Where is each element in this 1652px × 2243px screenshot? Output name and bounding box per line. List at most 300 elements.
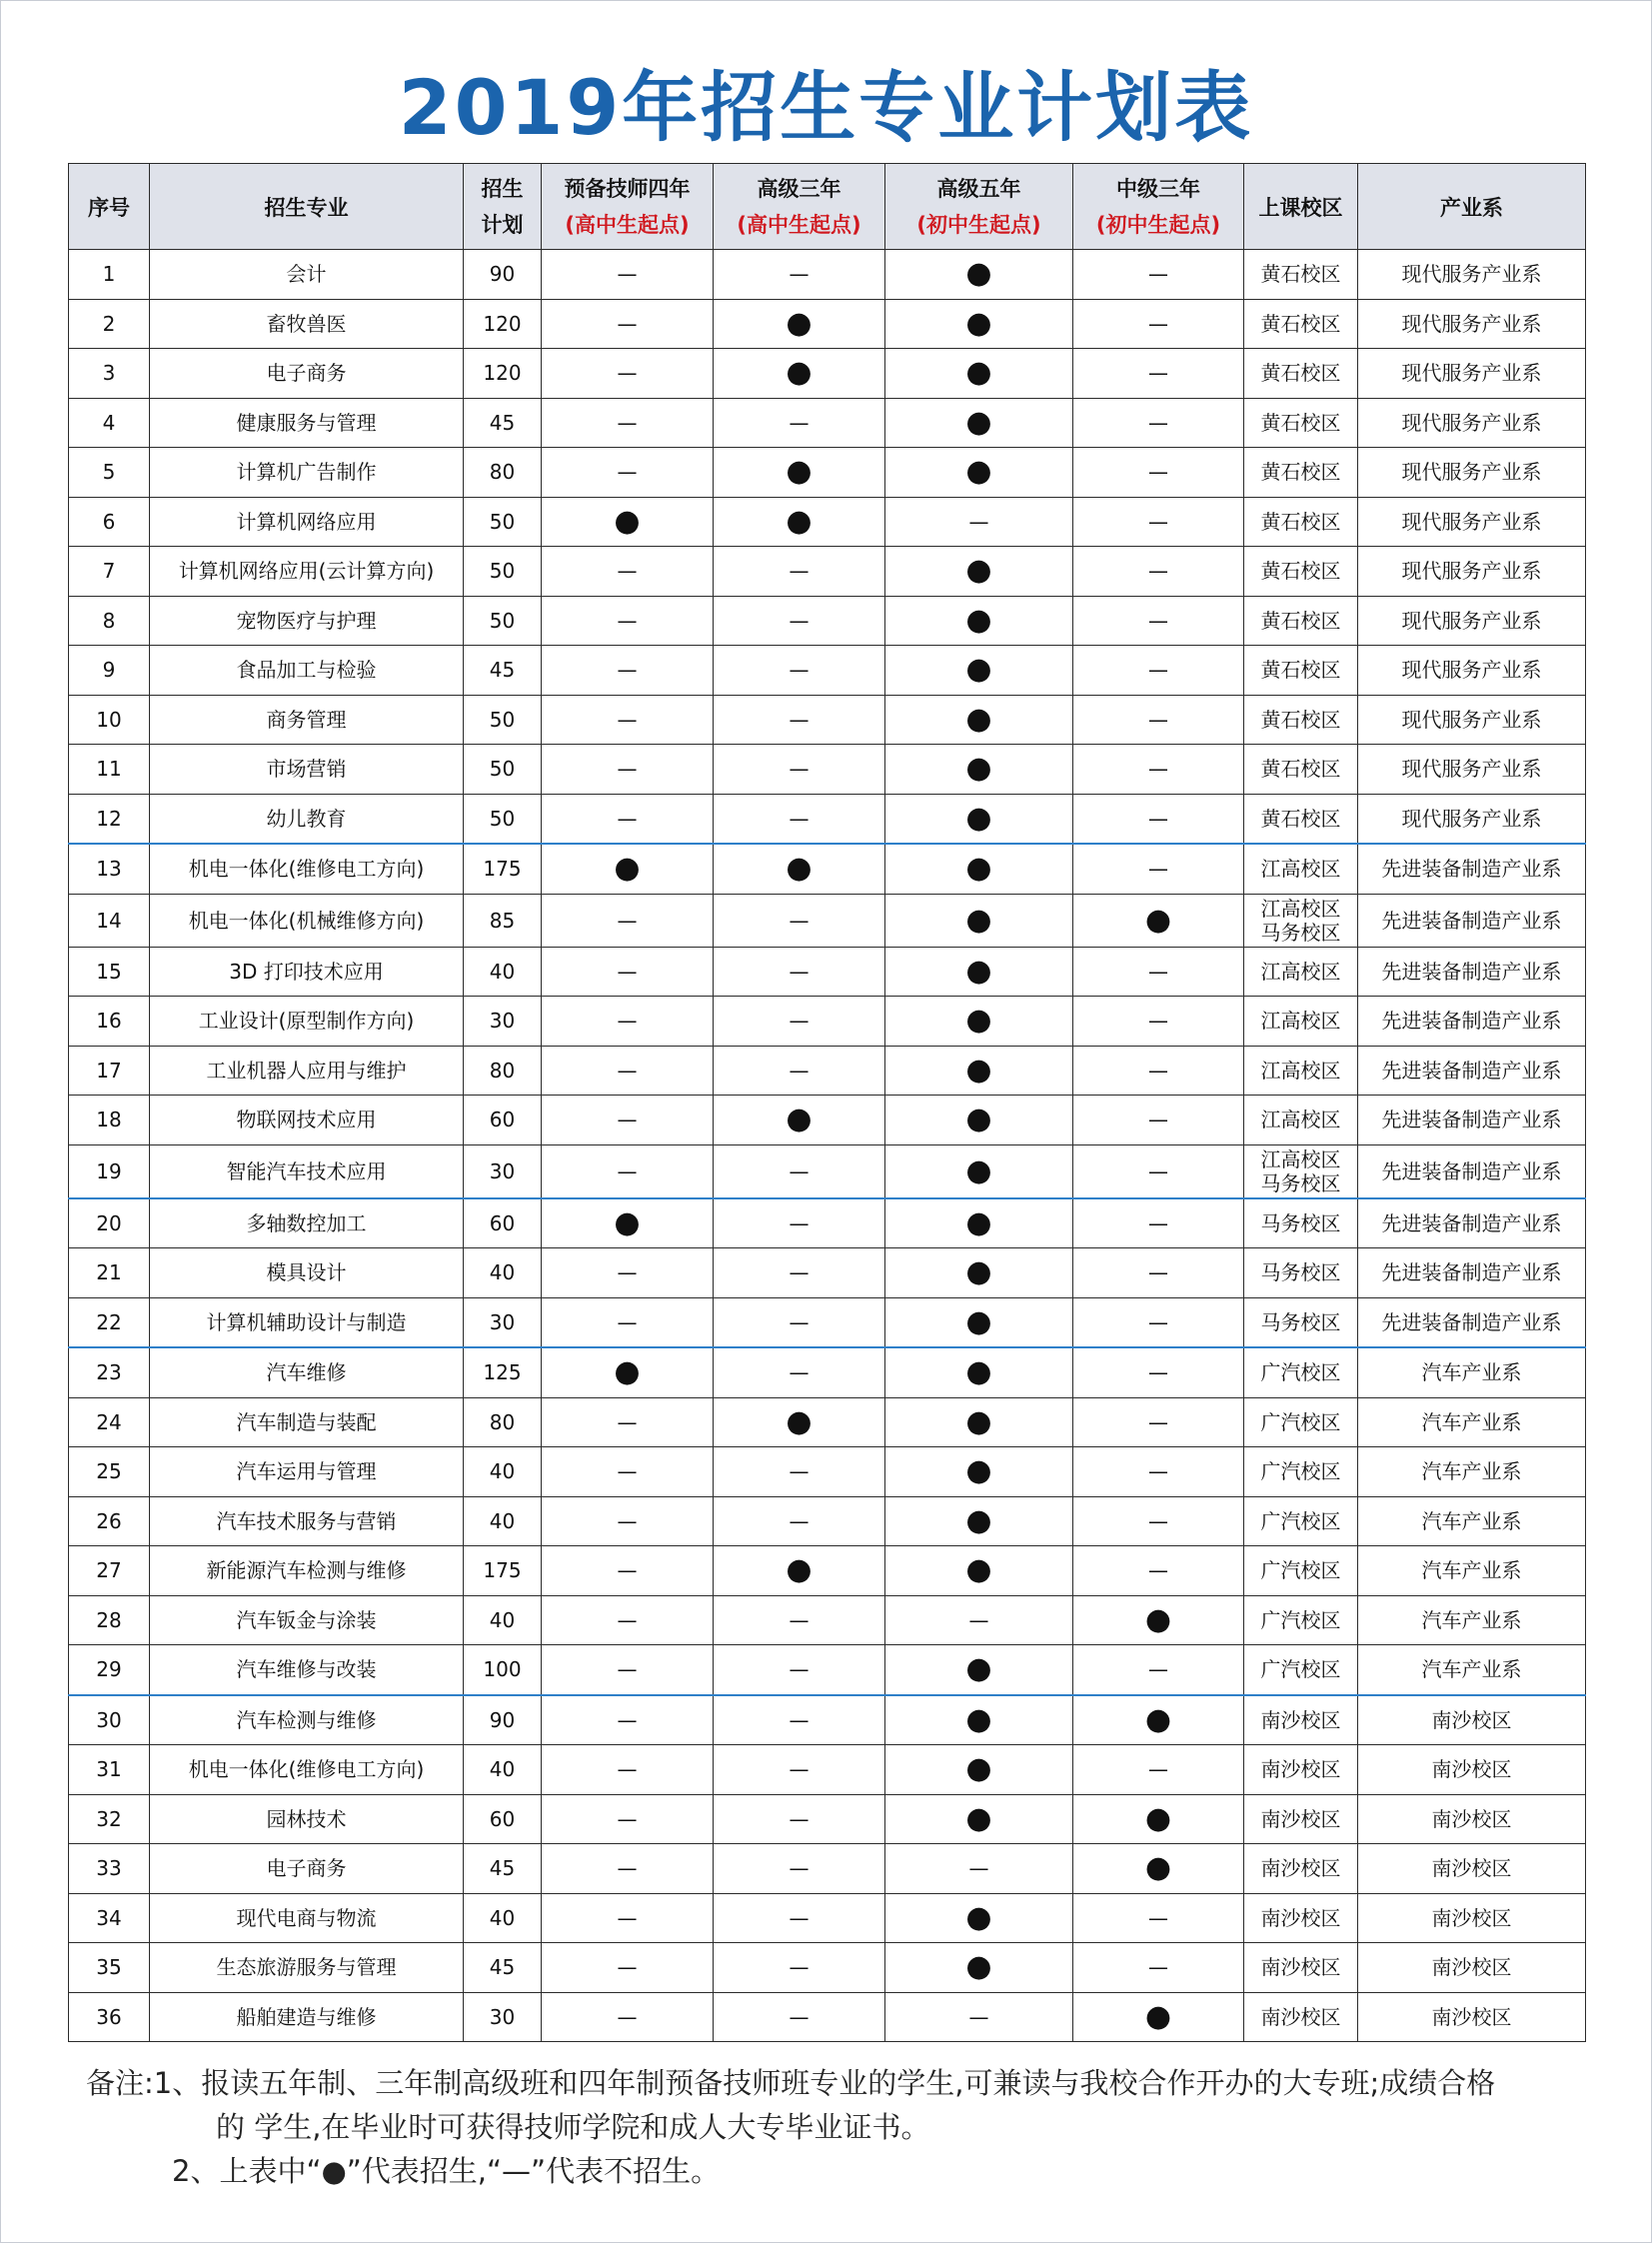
cell-campus bbox=[1244, 1046, 1358, 1096]
cell-department: 先进装备制造产业系 bbox=[1358, 1198, 1586, 1248]
campus-name: 黄石校区 bbox=[1260, 262, 1341, 287]
campus-name: 广汽校区 bbox=[1260, 1459, 1341, 1484]
cell-senior-5yr: ● bbox=[885, 547, 1073, 597]
cell-plan: 60 bbox=[464, 1096, 542, 1145]
cell-senior-3yr: — bbox=[714, 1496, 885, 1546]
table-row bbox=[69, 596, 1586, 646]
cell-campus bbox=[1244, 1745, 1358, 1795]
cell-major: 市场营销 bbox=[150, 745, 464, 795]
cell-major: 汽车检测与维修 bbox=[150, 1695, 464, 1745]
campus-name: 广汽校区 bbox=[1260, 1607, 1341, 1632]
cell-major: 会计 bbox=[150, 250, 464, 300]
cell-plan: 30 bbox=[464, 1992, 542, 2042]
campus-name: 广汽校区 bbox=[1260, 1409, 1341, 1434]
cell-technician-4yr: — bbox=[542, 1695, 714, 1745]
campus-name: 广汽校区 bbox=[1260, 1558, 1341, 1583]
cell-major: 电子商务 bbox=[150, 1844, 464, 1894]
cell-seq: 28 bbox=[69, 1595, 150, 1645]
cell-senior-3yr: — bbox=[714, 1248, 885, 1298]
header-senior-5yr bbox=[885, 164, 1073, 250]
cell-plan: 40 bbox=[464, 1595, 542, 1645]
table-row bbox=[69, 1397, 1586, 1447]
cell-technician-4yr: ● bbox=[542, 497, 714, 547]
cell-technician-4yr: — bbox=[542, 1248, 714, 1298]
cell-seq: 23 bbox=[69, 1347, 150, 1397]
table-row bbox=[69, 1546, 1586, 1596]
cell-senior-5yr: ● bbox=[885, 1347, 1073, 1397]
table-row bbox=[69, 547, 1586, 597]
cell-major: 宠物医疗与护理 bbox=[150, 596, 464, 646]
cell-intermediate-3yr: — bbox=[1073, 947, 1244, 997]
cell-senior-3yr: ● bbox=[714, 349, 885, 399]
cell-major: 汽车制造与装配 bbox=[150, 1397, 464, 1447]
cell-intermediate-3yr: — bbox=[1073, 497, 1244, 547]
cell-intermediate-3yr: — bbox=[1073, 1546, 1244, 1596]
cell-senior-5yr: ● bbox=[885, 349, 1073, 399]
table-row bbox=[69, 1347, 1586, 1397]
cell-technician-4yr: — bbox=[542, 894, 714, 947]
campus-name: 马务校区 bbox=[1260, 1210, 1341, 1235]
cell-plan: 120 bbox=[464, 349, 542, 399]
cell-senior-3yr: — bbox=[714, 1347, 885, 1397]
notes-label: 备注: bbox=[86, 2066, 154, 2100]
cell-senior-5yr: ● bbox=[885, 299, 1073, 349]
cell-plan: 45 bbox=[464, 1943, 542, 1993]
cell-seq: 34 bbox=[69, 1893, 150, 1943]
cell-technician-4yr: — bbox=[542, 1046, 714, 1096]
table-row bbox=[69, 497, 1586, 547]
cell-seq: 7 bbox=[69, 547, 150, 597]
cell-major: 模具设计 bbox=[150, 1248, 464, 1298]
cell-major: 工业机器人应用与维护 bbox=[150, 1046, 464, 1096]
cell-technician-4yr: ● bbox=[542, 1347, 714, 1397]
cell-campus bbox=[1244, 448, 1358, 498]
cell-intermediate-3yr: — bbox=[1073, 250, 1244, 300]
cell-seq: 2 bbox=[69, 299, 150, 349]
cell-technician-4yr: — bbox=[542, 997, 714, 1047]
table-row bbox=[69, 250, 1586, 300]
cell-intermediate-3yr: — bbox=[1073, 547, 1244, 597]
cell-major: 计算机辅助设计与制造 bbox=[150, 1297, 464, 1347]
cell-major: 园林技术 bbox=[150, 1794, 464, 1844]
cell-major: 商务管理 bbox=[150, 695, 464, 745]
cell-intermediate-3yr: ● bbox=[1073, 1844, 1244, 1894]
cell-intermediate-3yr: — bbox=[1073, 1297, 1244, 1347]
header-campus: 上课校区 bbox=[1244, 164, 1358, 250]
cell-plan: 30 bbox=[464, 1144, 542, 1198]
cell-department: 现代服务产业系 bbox=[1358, 448, 1586, 498]
cell-seq: 10 bbox=[69, 695, 150, 745]
cell-campus bbox=[1244, 299, 1358, 349]
cell-senior-5yr: ● bbox=[885, 1546, 1073, 1596]
cell-plan: 30 bbox=[464, 997, 542, 1047]
cell-senior-5yr: ● bbox=[885, 1695, 1073, 1745]
cell-department: 先进装备制造产业系 bbox=[1358, 1144, 1586, 1198]
cell-major: 电子商务 bbox=[150, 349, 464, 399]
campus-name: 黄石校区 bbox=[1260, 361, 1341, 386]
cell-major: 船舶建造与维修 bbox=[150, 1992, 464, 2042]
cell-senior-5yr: ● bbox=[885, 1144, 1073, 1198]
cell-senior-5yr: ● bbox=[885, 1794, 1073, 1844]
table-row bbox=[69, 1794, 1586, 1844]
cell-department: 现代服务产业系 bbox=[1358, 547, 1586, 597]
cell-seq: 15 bbox=[69, 947, 150, 997]
campus-name: 南沙校区 bbox=[1260, 1806, 1341, 1831]
table-row bbox=[69, 398, 1586, 448]
header-plan-line2: 计划 bbox=[481, 212, 524, 237]
campus-name: 黄石校区 bbox=[1260, 608, 1341, 633]
cell-senior-3yr: — bbox=[714, 1595, 885, 1645]
cell-plan: 45 bbox=[464, 1844, 542, 1894]
campus-name: 黄石校区 bbox=[1260, 707, 1341, 732]
cell-intermediate-3yr: — bbox=[1073, 997, 1244, 1047]
cell-campus bbox=[1244, 894, 1358, 947]
cell-department: 汽车产业系 bbox=[1358, 1496, 1586, 1546]
cell-senior-5yr: ● bbox=[885, 596, 1073, 646]
page-title: 2019年招生专业计划表 bbox=[398, 63, 1254, 152]
cell-senior-3yr: — bbox=[714, 1645, 885, 1695]
cell-intermediate-3yr: — bbox=[1073, 448, 1244, 498]
table-row bbox=[69, 1496, 1586, 1546]
cell-department: 汽车产业系 bbox=[1358, 1595, 1586, 1645]
cell-technician-4yr: — bbox=[542, 448, 714, 498]
table-row bbox=[69, 1447, 1586, 1497]
cell-plan: 50 bbox=[464, 497, 542, 547]
cell-major: 幼儿教育 bbox=[150, 794, 464, 844]
campus-name: 马务校区 bbox=[1260, 1260, 1341, 1285]
cell-senior-5yr: ● bbox=[885, 448, 1073, 498]
table-row bbox=[69, 1096, 1586, 1145]
table-row bbox=[69, 1297, 1586, 1347]
cell-campus bbox=[1244, 1794, 1358, 1844]
campus-name: 江高校区 bbox=[1260, 1058, 1341, 1083]
cell-major: 汽车运用与管理 bbox=[150, 1447, 464, 1497]
cell-intermediate-3yr: ● bbox=[1073, 1595, 1244, 1645]
campus-name: 江高校区 bbox=[1260, 959, 1341, 984]
cell-senior-5yr: ● bbox=[885, 695, 1073, 745]
header-senior-5yr-line1: 高级五年 bbox=[936, 176, 1021, 201]
cell-seq: 35 bbox=[69, 1943, 150, 1993]
table-row bbox=[69, 1595, 1586, 1645]
campus-name: 广汽校区 bbox=[1260, 1508, 1341, 1533]
header-seq: 序号 bbox=[69, 164, 150, 250]
cell-senior-5yr: ● bbox=[885, 1447, 1073, 1497]
table-row bbox=[69, 1144, 1586, 1198]
header-major: 招生专业 bbox=[150, 164, 464, 250]
cell-plan: 100 bbox=[464, 1645, 542, 1695]
cell-senior-3yr: — bbox=[714, 1447, 885, 1497]
header-intermediate-3yr-line2: (初中生起点) bbox=[1095, 212, 1221, 237]
campus-name: 马务校区 bbox=[1260, 1309, 1341, 1334]
cell-senior-3yr: — bbox=[714, 947, 885, 997]
cell-senior-3yr: — bbox=[714, 547, 885, 597]
cell-department: 南沙校区 bbox=[1358, 1794, 1586, 1844]
cell-senior-5yr: ● bbox=[885, 894, 1073, 947]
cell-seq: 12 bbox=[69, 794, 150, 844]
table-row bbox=[69, 745, 1586, 795]
cell-major: 机电一体化(机械维修方向) bbox=[150, 894, 464, 947]
cell-technician-4yr: — bbox=[542, 1645, 714, 1695]
cell-major: 汽车技术服务与营销 bbox=[150, 1496, 464, 1546]
cell-department: 先进装备制造产业系 bbox=[1358, 1096, 1586, 1145]
cell-technician-4yr: — bbox=[542, 1745, 714, 1795]
cell-department: 现代服务产业系 bbox=[1358, 299, 1586, 349]
cell-major: 汽车钣金与涂装 bbox=[150, 1595, 464, 1645]
cell-seq: 5 bbox=[69, 448, 150, 498]
cell-campus bbox=[1244, 745, 1358, 795]
campus-name: 南沙校区 bbox=[1260, 1856, 1341, 1881]
header-intermediate-3yr bbox=[1073, 164, 1244, 250]
cell-technician-4yr: — bbox=[542, 1546, 714, 1596]
cell-campus bbox=[1244, 349, 1358, 399]
table-row bbox=[69, 1198, 1586, 1248]
cell-senior-5yr: ● bbox=[885, 1745, 1073, 1795]
campus-name: 江高校区 bbox=[1260, 857, 1341, 882]
cell-plan: 120 bbox=[464, 299, 542, 349]
cell-plan: 50 bbox=[464, 596, 542, 646]
cell-department: 先进装备制造产业系 bbox=[1358, 997, 1586, 1047]
campus-name: 黄石校区 bbox=[1260, 410, 1341, 435]
cell-campus bbox=[1244, 547, 1358, 597]
table-row bbox=[69, 1844, 1586, 1894]
cell-technician-4yr: — bbox=[542, 1096, 714, 1145]
cell-intermediate-3yr: — bbox=[1073, 1096, 1244, 1145]
cell-senior-3yr: — bbox=[714, 596, 885, 646]
cell-technician-4yr: — bbox=[542, 1595, 714, 1645]
cell-seq: 21 bbox=[69, 1248, 150, 1298]
cell-senior-5yr: ● bbox=[885, 1943, 1073, 1993]
cell-department: 汽车产业系 bbox=[1358, 1546, 1586, 1596]
header-senior-3yr-line1: 高级三年 bbox=[757, 176, 841, 201]
cell-intermediate-3yr: — bbox=[1073, 1248, 1244, 1298]
cell-major: 汽车维修与改装 bbox=[150, 1645, 464, 1695]
cell-senior-3yr: — bbox=[714, 1144, 885, 1198]
cell-senior-3yr: ● bbox=[714, 299, 885, 349]
cell-plan: 175 bbox=[464, 844, 542, 894]
cell-campus bbox=[1244, 844, 1358, 894]
cell-major: 多轴数控加工 bbox=[150, 1198, 464, 1248]
cell-senior-5yr: ● bbox=[885, 1496, 1073, 1546]
cell-plan: 80 bbox=[464, 1397, 542, 1447]
cell-technician-4yr: ● bbox=[542, 1198, 714, 1248]
cell-seq: 18 bbox=[69, 1096, 150, 1145]
cell-senior-5yr: ● bbox=[885, 745, 1073, 795]
cell-major: 智能汽车技术应用 bbox=[150, 1144, 464, 1198]
cell-campus bbox=[1244, 1096, 1358, 1145]
cell-intermediate-3yr: — bbox=[1073, 1198, 1244, 1248]
cell-intermediate-3yr: — bbox=[1073, 1397, 1244, 1447]
table-row bbox=[69, 794, 1586, 844]
cell-campus bbox=[1244, 1248, 1358, 1298]
cell-technician-4yr: — bbox=[542, 1144, 714, 1198]
cell-plan: 175 bbox=[464, 1546, 542, 1596]
cell-major: 3D 打印技术应用 bbox=[150, 947, 464, 997]
campus-name: 黄石校区 bbox=[1260, 658, 1341, 683]
cell-technician-4yr: — bbox=[542, 1893, 714, 1943]
header-senior-3yr bbox=[714, 164, 885, 250]
cell-senior-3yr: — bbox=[714, 745, 885, 795]
campus-name: 南沙校区 bbox=[1260, 1707, 1341, 1732]
cell-senior-3yr: ● bbox=[714, 1096, 885, 1145]
table-row bbox=[69, 1893, 1586, 1943]
cell-seq: 1 bbox=[69, 250, 150, 300]
cell-major: 计算机广告制作 bbox=[150, 448, 464, 498]
cell-technician-4yr: — bbox=[542, 1943, 714, 1993]
cell-seq: 4 bbox=[69, 398, 150, 448]
cell-campus bbox=[1244, 1992, 1358, 2042]
header-technician-4yr bbox=[542, 164, 714, 250]
cell-senior-5yr: — bbox=[885, 1992, 1073, 2042]
cell-campus bbox=[1244, 1297, 1358, 1347]
table-row bbox=[69, 997, 1586, 1047]
cell-intermediate-3yr: — bbox=[1073, 1347, 1244, 1397]
cell-seq: 8 bbox=[69, 596, 150, 646]
cell-department: 现代服务产业系 bbox=[1358, 398, 1586, 448]
cell-technician-4yr: — bbox=[542, 596, 714, 646]
header-intermediate-3yr-line1: 中级三年 bbox=[1116, 176, 1200, 201]
cell-major: 畜牧兽医 bbox=[150, 299, 464, 349]
cell-department: 现代服务产业系 bbox=[1358, 794, 1586, 844]
cell-senior-3yr: ● bbox=[714, 448, 885, 498]
table-row bbox=[69, 1943, 1586, 1993]
cell-senior-5yr: ● bbox=[885, 1096, 1073, 1145]
cell-plan: 40 bbox=[464, 1447, 542, 1497]
note-1-text: 1、报读五年制、三年制高级班和四年制预备技师班专业的学生,可兼读与我校合作开办的大专班;成绩合格 bbox=[153, 2066, 1496, 2100]
cell-technician-4yr: — bbox=[542, 299, 714, 349]
cell-senior-3yr: — bbox=[714, 894, 885, 947]
cell-department: 南沙校区 bbox=[1358, 1893, 1586, 1943]
cell-senior-3yr: — bbox=[714, 1992, 885, 2042]
cell-seq: 3 bbox=[69, 349, 150, 399]
cell-department: 南沙校区 bbox=[1358, 1992, 1586, 2042]
cell-intermediate-3yr: — bbox=[1073, 1893, 1244, 1943]
table-row bbox=[69, 1046, 1586, 1096]
cell-seq: 29 bbox=[69, 1645, 150, 1695]
table-row bbox=[69, 1695, 1586, 1745]
cell-intermediate-3yr: — bbox=[1073, 1144, 1244, 1198]
cell-senior-5yr: ● bbox=[885, 250, 1073, 300]
note-2: 2、上表中“●”代表招生,“—”代表不招生。 bbox=[172, 2154, 721, 2188]
header-plan bbox=[464, 164, 542, 250]
cell-senior-3yr: — bbox=[714, 646, 885, 696]
cell-plan: 85 bbox=[464, 894, 542, 947]
table-row bbox=[69, 349, 1586, 399]
enrollment-plan-table bbox=[68, 163, 1586, 2042]
cell-technician-4yr: — bbox=[542, 1397, 714, 1447]
cell-intermediate-3yr: — bbox=[1073, 1943, 1244, 1993]
cell-intermediate-3yr: — bbox=[1073, 398, 1244, 448]
table-row bbox=[69, 844, 1586, 894]
cell-major: 新能源汽车检测与维修 bbox=[150, 1546, 464, 1596]
cell-campus bbox=[1244, 794, 1358, 844]
cell-department: 汽车产业系 bbox=[1358, 1347, 1586, 1397]
table-row bbox=[69, 947, 1586, 997]
table-row bbox=[69, 695, 1586, 745]
cell-intermediate-3yr: — bbox=[1073, 596, 1244, 646]
cell-intermediate-3yr: — bbox=[1073, 1745, 1244, 1795]
cell-technician-4yr: — bbox=[542, 547, 714, 597]
cell-technician-4yr: — bbox=[542, 349, 714, 399]
campus-name: 南沙校区 bbox=[1260, 1757, 1341, 1782]
campus-name: 黄石校区 bbox=[1260, 806, 1341, 831]
campus-name: 江高校区 bbox=[1260, 1009, 1341, 1034]
table-body bbox=[69, 250, 1586, 2042]
cell-technician-4yr: — bbox=[542, 1297, 714, 1347]
cell-senior-5yr: ● bbox=[885, 844, 1073, 894]
cell-department: 现代服务产业系 bbox=[1358, 646, 1586, 696]
campus-name: 南沙校区 bbox=[1260, 1905, 1341, 1930]
header-senior-5yr-line2: (初中生起点) bbox=[916, 212, 1041, 237]
cell-plan: 40 bbox=[464, 1496, 542, 1546]
cell-technician-4yr: — bbox=[542, 794, 714, 844]
cell-intermediate-3yr: — bbox=[1073, 745, 1244, 795]
cell-senior-5yr: ● bbox=[885, 997, 1073, 1047]
cell-intermediate-3yr: — bbox=[1073, 1496, 1244, 1546]
cell-department: 现代服务产业系 bbox=[1358, 695, 1586, 745]
cell-department: 先进装备制造产业系 bbox=[1358, 1297, 1586, 1347]
campus-name: 江高校区 bbox=[1260, 896, 1341, 921]
cell-seq: 27 bbox=[69, 1546, 150, 1596]
cell-intermediate-3yr: ● bbox=[1073, 894, 1244, 947]
cell-department: 先进装备制造产业系 bbox=[1358, 844, 1586, 894]
cell-senior-5yr: ● bbox=[885, 1198, 1073, 1248]
cell-senior-3yr: ● bbox=[714, 844, 885, 894]
cell-department: 现代服务产业系 bbox=[1358, 745, 1586, 795]
cell-campus bbox=[1244, 1347, 1358, 1397]
cell-senior-5yr: ● bbox=[885, 794, 1073, 844]
cell-seq: 36 bbox=[69, 1992, 150, 2042]
cell-technician-4yr: ● bbox=[542, 844, 714, 894]
campus-name: 广汽校区 bbox=[1260, 1360, 1341, 1385]
cell-technician-4yr: — bbox=[542, 745, 714, 795]
table-row bbox=[69, 1645, 1586, 1695]
campus-name: 马务校区 bbox=[1260, 920, 1341, 945]
cell-major: 计算机网络应用(云计算方向) bbox=[150, 547, 464, 597]
cell-senior-5yr: ● bbox=[885, 947, 1073, 997]
cell-senior-3yr: — bbox=[714, 1198, 885, 1248]
cell-senior-3yr: — bbox=[714, 1794, 885, 1844]
cell-senior-5yr: ● bbox=[885, 1046, 1073, 1096]
cell-department: 南沙校区 bbox=[1358, 1745, 1586, 1795]
campus-name: 江高校区 bbox=[1260, 1108, 1341, 1132]
cell-seq: 6 bbox=[69, 497, 150, 547]
table-row bbox=[69, 1745, 1586, 1795]
cell-department: 南沙校区 bbox=[1358, 1695, 1586, 1745]
cell-department: 汽车产业系 bbox=[1358, 1397, 1586, 1447]
cell-technician-4yr: — bbox=[542, 1496, 714, 1546]
cell-seq: 24 bbox=[69, 1397, 150, 1447]
cell-senior-5yr: ● bbox=[885, 646, 1073, 696]
cell-technician-4yr: — bbox=[542, 695, 714, 745]
cell-campus bbox=[1244, 1397, 1358, 1447]
cell-senior-5yr: ● bbox=[885, 398, 1073, 448]
campus-name: 黄石校区 bbox=[1260, 559, 1341, 584]
campus-name: 黄石校区 bbox=[1260, 757, 1341, 782]
cell-plan: 30 bbox=[464, 1297, 542, 1347]
cell-senior-3yr: — bbox=[714, 1943, 885, 1993]
cell-intermediate-3yr: ● bbox=[1073, 1794, 1244, 1844]
cell-senior-3yr: — bbox=[714, 1745, 885, 1795]
header-senior-3yr-line2: (高中生起点) bbox=[737, 212, 861, 237]
cell-department: 现代服务产业系 bbox=[1358, 497, 1586, 547]
table-row bbox=[69, 299, 1586, 349]
cell-department: 现代服务产业系 bbox=[1358, 250, 1586, 300]
cell-intermediate-3yr: — bbox=[1073, 349, 1244, 399]
cell-senior-3yr: — bbox=[714, 1297, 885, 1347]
cell-campus bbox=[1244, 1595, 1358, 1645]
cell-seq: 14 bbox=[69, 894, 150, 947]
cell-major: 物联网技术应用 bbox=[150, 1096, 464, 1145]
